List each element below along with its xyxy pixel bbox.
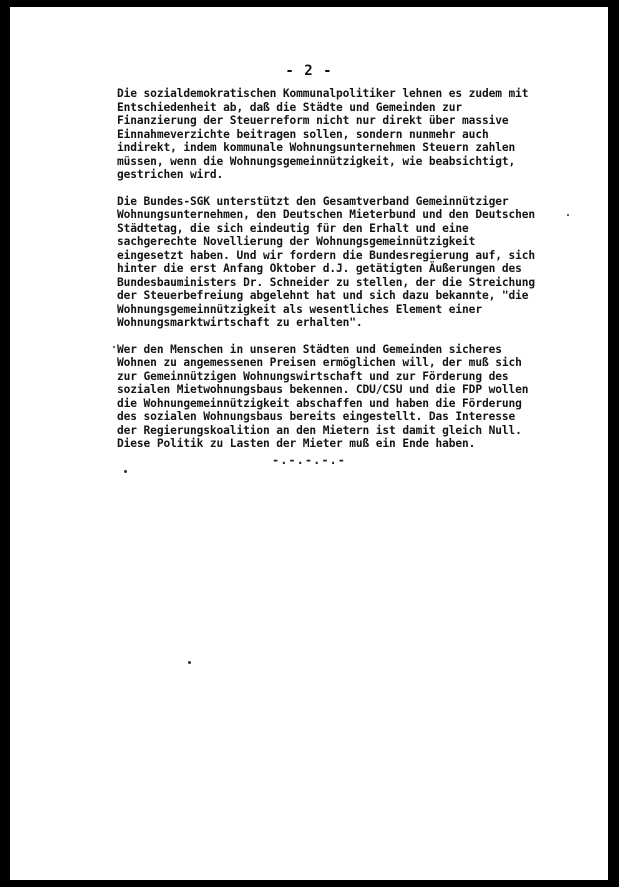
text-line: müssen, wenn die Wohnungsgemeinnützigkeit, wie beabsichtigt, bbox=[117, 154, 516, 168]
text-line: Bundesbauministers Dr. Schneider zu stellen, der die Streichung bbox=[117, 275, 536, 289]
page-number: - 2 - bbox=[285, 63, 333, 79]
text-line: zur Gemeinnützigen Wohnungswirtschaft und zur Förderung des bbox=[117, 369, 509, 383]
text-line: der Steuerbefreiung abgelehnt hat und sich dazu bekannte, "die bbox=[117, 289, 529, 302]
text-line: indirekt, indem kommunale Wohnungsunternehmen Steuern zahlen bbox=[117, 141, 516, 154]
text-line: Wohnungsgemeinnützigkeit als wesentliches Element einer bbox=[117, 302, 482, 316]
paragraph-2 bbox=[117, 195, 587, 330]
text-line: Entschiedenheit ab, daß die Städte und Gemeinden zur bbox=[117, 100, 463, 114]
text-line: Wohnungsunternehmen, den Deutschen Mieterbund und den Deutschen bbox=[117, 208, 536, 221]
text-line: der Regierungskoalition an den Mietern ist damit gleich Null. bbox=[117, 423, 522, 437]
text-line: Finanzierung der Steuerreform nicht nur direkt über massive bbox=[117, 114, 509, 127]
text-line: Die sozialdemokratischen Kommunalpolitiker lehnen es zudem mit bbox=[117, 87, 529, 100]
document-page bbox=[10, 7, 608, 880]
text-line: sozialen Mietwohnungsbaus bekennen. CDU/CSU und die FDP wollen bbox=[117, 383, 529, 396]
scan-speck bbox=[188, 661, 191, 664]
text-line: eingesetzt haben. Und wir fordern die Bundesregierung auf, sich bbox=[117, 248, 536, 262]
scan-speck bbox=[124, 470, 127, 473]
paragraph-3 bbox=[117, 343, 587, 451]
text-line: gestrichen wird. bbox=[117, 168, 224, 181]
text-line: Die Bundes-SGK unterstützt den Gesamtverband Gemeinnütziger bbox=[117, 194, 509, 208]
text-line: Wer den Menschen in unseren Städten und Gemeinden sicheres bbox=[117, 342, 502, 356]
paragraph-1 bbox=[117, 87, 587, 182]
text-line: Städtetag, die sich eindeutig für den Erhalt und eine bbox=[117, 221, 469, 235]
text-line: Einnahmeverzichte beitragen sollen, sondern nunmehr auch bbox=[117, 127, 489, 141]
text-line: sachgerechte Novellierung der Wohnungsgemeinnützigkeit bbox=[117, 235, 476, 248]
text-line: die Wohnungemeinnützigkeit abschaffen und haben die Förderung bbox=[117, 396, 522, 410]
body-text bbox=[117, 87, 587, 464]
text-line: des sozialen Wohnungsbaus bereits eingestellt. Das Interesse bbox=[117, 410, 516, 423]
text-line: Wohnungsmarktwirtschaft zu erhalten". bbox=[117, 316, 363, 329]
end-separator: -.-.-.-.- bbox=[271, 453, 347, 467]
scan-speck bbox=[567, 214, 569, 216]
text-line: Wohnen zu angemessenen Preisen ermöglichen will, der muß sich bbox=[117, 356, 522, 369]
text-line: Diese Politik zu Lasten der Mieter muß ein Ende haben. bbox=[117, 437, 476, 450]
scan-speck bbox=[113, 346, 115, 348]
text-line: hinter die erst Anfang Oktober d.J. getätigten Äußerungen des bbox=[117, 262, 522, 275]
